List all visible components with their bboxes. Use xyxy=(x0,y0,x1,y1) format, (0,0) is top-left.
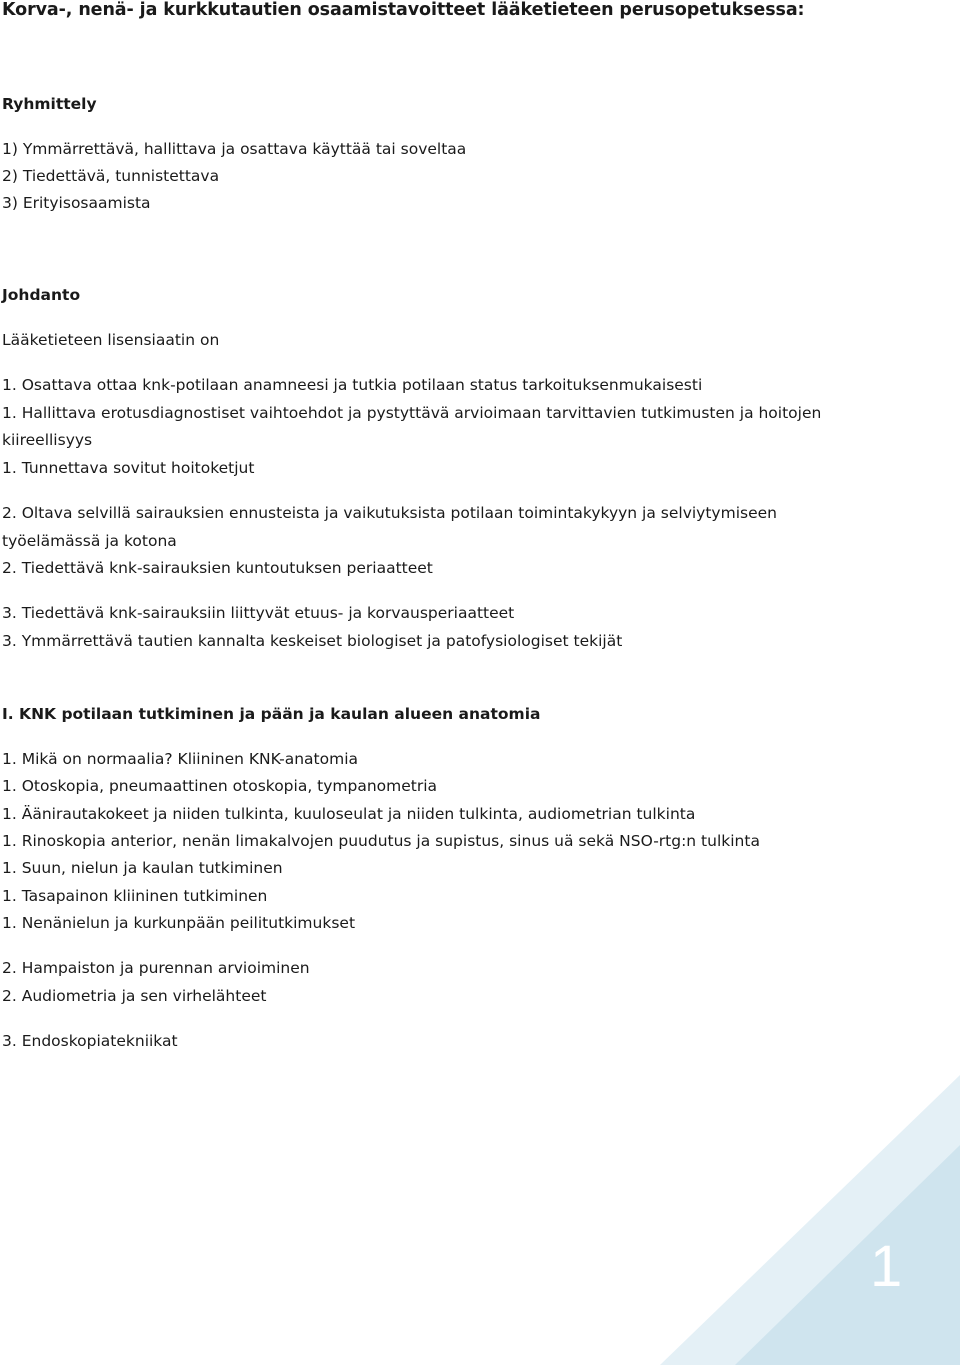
intro-item: 1. Osattava ottaa knk-potilaan anamneesi ja tutkia potilaan status tarkoituksenmukaisesti xyxy=(2,376,703,394)
intro-item: 1. Hallittava erotusdiagnostiset vaihtoehdot ja pystyttävä arvioimaan tarvittavien tutkimusten ja hoitojen xyxy=(2,404,822,422)
grouping-heading: Ryhmittely xyxy=(2,95,97,113)
grouping-item: 1) Ymmärrettävä, hallittava ja osattava käyttää tai soveltaa xyxy=(2,140,467,158)
section-heading: I. KNK potilaan tutkiminen ja pään ja kaulan alueen anatomia xyxy=(2,705,541,723)
section-item: 2. Hampaiston ja purennan arvioiminen xyxy=(2,959,310,977)
intro-item: 2. Oltava selvillä sairauksien ennusteista ja vaikutuksista potilaan toimintakykyyn ja selviytymiseen xyxy=(2,504,777,522)
intro-item-continuation: kiireellisyys xyxy=(2,431,93,449)
intro-heading: Johdanto xyxy=(2,286,81,304)
intro-item: 1. Tunnettava sovitut hoitoketjut xyxy=(2,459,255,477)
intro-item: 2. Tiedettävä knk-sairauksien kuntoutuksen periaatteet xyxy=(2,559,433,577)
corner-triangle-mid xyxy=(735,1145,960,1365)
page-title: Korva-, nenä- ja kurkkutautien osaamistavoitteet lääketieteen perusopetuksessa: xyxy=(2,0,805,20)
grouping-item: 3) Erityisosaamista xyxy=(2,194,151,212)
section-item: 2. Audiometria ja sen virhelähteet xyxy=(2,987,267,1005)
section-item: 1. Otoskopia, pneumaattinen otoskopia, tympanometria xyxy=(2,777,438,795)
section-item: 1. Rinoskopia anterior, nenän limakalvojen puudutus ja supistus, sinus uä sekä NSO-rtg:n tulkinta xyxy=(2,832,760,850)
section-item: 1. Äänirautakokeet ja niiden tulkinta, kuuloseulat ja niiden tulkinta, audiometrian tulkinta xyxy=(2,805,696,823)
page-number: 1 xyxy=(870,1234,903,1299)
section-item: 3. Endoskopiatekniikat xyxy=(2,1032,178,1050)
section-item: 1. Tasapainon kliininen tutkiminen xyxy=(2,887,268,905)
intro-lead: Lääketieteen lisensiaatin on xyxy=(2,331,220,349)
section-item: 1. Suun, nielun ja kaulan tutkiminen xyxy=(2,859,283,877)
section-item: 1. Mikä on normaalia? Kliininen KNK-anatomia xyxy=(2,750,359,768)
section-item: 1. Nenänielun ja kurkunpään peilitutkimukset xyxy=(2,914,356,932)
intro-item-continuation: työelämässä ja kotona xyxy=(2,532,177,550)
intro-item: 3. Ymmärrettävä tautien kannalta keskeiset biologiset ja patofysiologiset tekijät xyxy=(2,632,623,650)
intro-item: 3. Tiedettävä knk-sairauksiin liittyvät etuus- ja korvausperiaatteet xyxy=(2,604,515,622)
page-corner-decoration xyxy=(660,1075,960,1365)
grouping-item: 2) Tiedettävä, tunnistettava xyxy=(2,167,220,185)
